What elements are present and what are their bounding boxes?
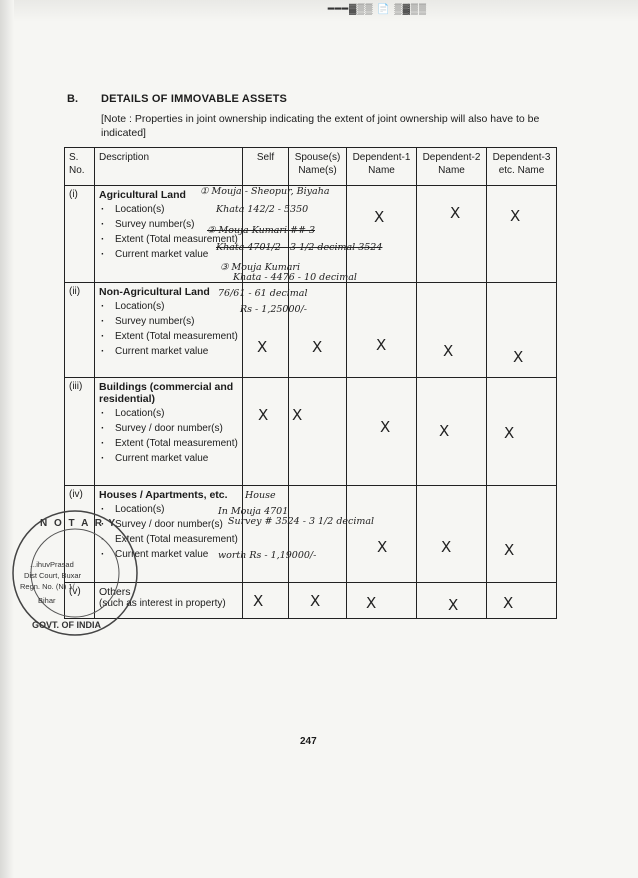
list-item: · Extent (Total measurement) [115,533,238,546]
cross-mark: X [377,538,388,556]
cross-mark: X [448,596,459,614]
cross-mark: X [257,338,268,356]
row-category: Agricultural Land [99,189,186,201]
handwriting-r1-value: ③ Mouja Kumari [220,262,300,273]
handwriting-r1-mouza: ① Mouja - Sheopur, Biyaha [200,186,330,197]
cross-mark: X [376,336,387,354]
notary-seal-line3: Regn. No. (N) 1/ [20,582,75,591]
scan-shadow-top [0,0,638,22]
handwriting-r1-survey: ② Mouja Kumari ## 3 [207,225,315,236]
handwriting-r1-value2: Khata - 4476 - 10 decimal [233,272,357,283]
cross-mark: X [253,592,264,610]
handwriting-r1-extent: Khata 4701/2 - 3 1/2 decimal 3524 [216,242,383,253]
header-sno: S. No. [65,148,95,186]
cross-mark: X [503,594,514,612]
page-number: 247 [300,736,317,747]
cross-mark: X [443,342,454,360]
notary-seal [10,508,140,638]
row-category: Others [99,586,131,598]
table-header-row [65,148,557,186]
list-item: · Current market value [115,548,238,561]
section-note: [Note : Properties in joint ownership indicating the extent of joint ownership will also have to be indicated] [101,113,540,139]
header-stamp-mark: ━━━▓▒▒ 📄 ▒▓▒▒ [328,4,428,15]
cross-mark: X [374,208,385,226]
list-item: · Location(s) [115,203,238,216]
table-row [65,378,557,486]
list-item: · Survey / door number(s) [115,518,238,531]
cross-mark: X [439,422,450,440]
handwriting-r4-house: House [245,490,276,501]
row-description [95,378,243,486]
list-item: · Current market value [115,248,238,261]
cross-mark: X [258,406,269,424]
cross-mark: X [310,592,321,610]
list-item: · Survey / door number(s) [115,422,238,435]
cross-mark: X [450,204,461,222]
row-category: Buildings (commercial and residential) [99,381,234,405]
list-item: · Extent (Total measurement) [115,330,238,343]
scan-shadow-left [0,0,14,878]
list-item: · Survey number(s) [115,218,238,231]
list-item: · Extent (Total measurement) [115,437,238,450]
row-number: (v) [65,583,95,619]
handwriting-r2-land: 76/61 - 61 decimal [218,288,308,299]
row-number: (iii) [65,378,95,486]
list-item: · Current market value [115,452,238,465]
notary-seal-bottom: GOVT. OF INDIA [32,620,102,630]
list-item: · Survey number(s) [115,315,238,328]
row-subtext: (such as interest in property) [99,598,226,609]
handwriting-r4-location: In Mouja 4701 [218,506,289,517]
cross-mark: X [510,207,521,225]
cross-mark: X [292,406,303,424]
list-item: · Current market value [115,345,238,358]
cross-mark: X [513,348,524,366]
header-dependent-2: Dependent-2 Name [417,148,487,186]
list-item: · Location(s) [115,300,238,313]
cross-mark: X [504,424,515,442]
row-number: (iv) [65,486,95,583]
list-item: · Extent (Total measurement) [115,233,238,246]
notary-seal-line2: Dist Court, Buxar [24,571,82,580]
header-dependent-1: Dependent-1 Name [347,148,417,186]
cross-mark: X [441,538,452,556]
cross-mark: X [312,338,323,356]
header-self: Self [243,148,289,186]
notary-seal-line1: ...ihuvPrasad [30,560,74,569]
table-row [65,283,557,378]
notary-seal-line4: Bihar [38,596,56,605]
cross-mark: X [504,541,515,559]
row-category: Non-Agricultural Land [99,286,210,298]
section-title: DETAILS OF IMMOVABLE ASSETS [101,93,288,105]
header-spouse: Spouse(s) Name(s) [289,148,347,186]
cross-mark: X [380,418,391,436]
handwriting-r2-value: Rs - 1,25000/- [240,304,307,315]
handwriting-r4-value: worth Rs - 1,19000/- [218,550,317,561]
list-item: · Location(s) [115,407,238,420]
row-number: (ii) [65,283,95,378]
handwriting-r1-khata: Khata 142/2 - 5350 [216,204,309,215]
handwriting-r4-survey: Survey # 3524 - 3 1/2 decimal [228,516,375,527]
header-dependent-3: Dependent-3 etc. Name [487,148,557,186]
row-category: Houses / Apartments, etc. [99,489,228,501]
list-item: · Location(s) [115,503,238,516]
row-number: (i) [65,186,95,283]
cross-mark: X [366,594,377,612]
section-letter: B. [67,93,78,105]
notary-seal-top: N O T A R Y [40,518,118,529]
header-description: Description [95,148,243,186]
